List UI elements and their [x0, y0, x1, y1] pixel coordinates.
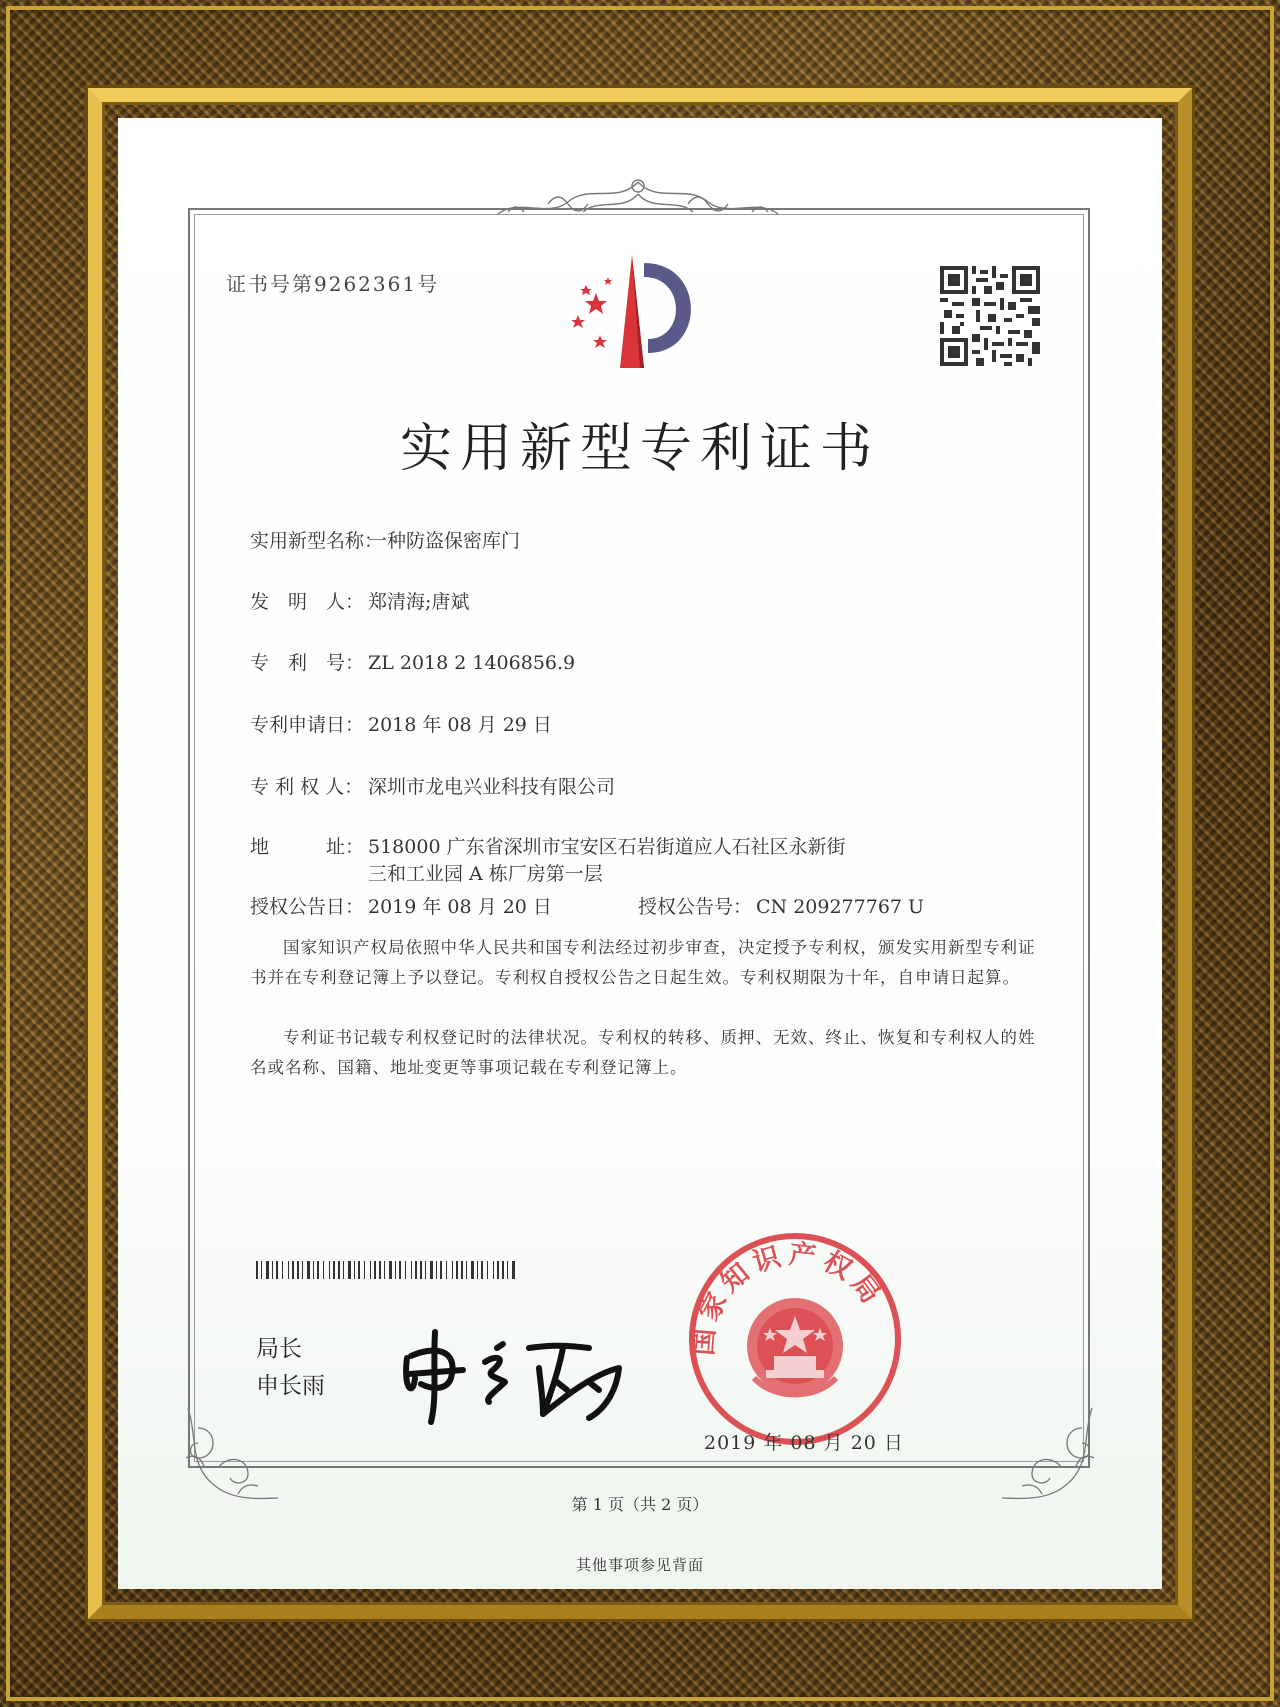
certificate-paper [118, 118, 1162, 1589]
field-label: 授权公告日： [250, 896, 365, 918]
field-inventor [250, 587, 469, 614]
top-ornament-icon [488, 174, 788, 224]
barcode-bar [493, 1261, 494, 1279]
field-utility-model-name [250, 526, 520, 553]
field-label: 授权公告号： [638, 896, 753, 918]
field-patent-number [250, 648, 575, 675]
field-label: 专 利 权 人： [250, 776, 364, 798]
field-address [250, 832, 846, 859]
field-value: ZL 2018 2 1406856.9 [368, 652, 576, 674]
barcode-bar [297, 1261, 299, 1279]
barcode-bar [502, 1261, 504, 1279]
barcode-bar [466, 1261, 467, 1279]
barcode-bar [261, 1261, 262, 1279]
barcode-bar [461, 1261, 463, 1279]
director-title: 局长 [256, 1336, 302, 1362]
director-signature-icon [393, 1318, 633, 1428]
barcode-bar [411, 1261, 412, 1279]
barcode-bar [440, 1261, 442, 1279]
field-grant-date [250, 892, 552, 919]
barcode-bar [288, 1261, 289, 1279]
field-grant-number [638, 892, 924, 919]
barcode-bar [282, 1261, 283, 1279]
barcode-bar [456, 1261, 458, 1279]
barcode-bar [317, 1261, 319, 1279]
barcode-bar [374, 1261, 376, 1279]
cnipa-logo-icon [556, 253, 716, 368]
certificate-title: 实用新型专利证书 [399, 419, 880, 479]
field-label: 实用新型名称： [250, 530, 384, 552]
barcode-bar [430, 1261, 433, 1279]
seal-text: 国家知识产权局 [688, 1238, 890, 1357]
barcode-bar [507, 1261, 508, 1279]
field-label: 专 利 号： [250, 652, 365, 674]
seal-date: 2019 年 08 月 20 日 [704, 1432, 904, 1454]
barcode-icon [256, 1261, 518, 1279]
barcode-bar [358, 1261, 360, 1279]
barcode-bar [266, 1261, 269, 1279]
field-value: 2018 年 08 月 29 日 [368, 714, 552, 736]
qr-code-icon [940, 266, 1040, 366]
barcode-bar [436, 1261, 437, 1279]
barcode-bar [333, 1261, 335, 1279]
barcode-bar [292, 1261, 294, 1279]
barcode-bar [389, 1261, 392, 1279]
barcode-bar [323, 1261, 324, 1279]
barcode-bar [497, 1261, 499, 1279]
field-value: 518000 广东省深圳市宝安区石岩街道应人石社区永新街 [368, 836, 846, 858]
address-line-2: 三和工业园 A 栋厂房第一层 [368, 863, 603, 885]
barcode-bar [343, 1261, 344, 1279]
official-seal-icon [674, 1228, 916, 1450]
field-label: 专利申请日： [250, 714, 365, 736]
barcode-bar [313, 1261, 314, 1279]
barcode-bar [395, 1261, 396, 1279]
barcode-bar [379, 1261, 381, 1279]
paragraph-grant-statement: 国家知识产权局依照中华人民共和国专利法经过初步审查，决定授予专利权，颁发实用新型专利证书并在专利登记簿上予以登记。专利权自授权公告之日起生效。专利权期限为十年，自申请日起算。 [250, 938, 1036, 987]
barcode-bar [446, 1261, 447, 1279]
barcode-bar [477, 1261, 478, 1279]
barcode-bar [276, 1261, 278, 1279]
barcode-bar [420, 1261, 422, 1279]
field-label: 发 明 人： [250, 591, 365, 613]
field-value: 深圳市龙电兴业科技有限公司 [368, 776, 616, 798]
field-value: 郑清海;唐斌 [368, 591, 470, 613]
field-filing-date [250, 710, 552, 737]
barcode-bar [487, 1261, 488, 1279]
barcode-bar [354, 1261, 355, 1279]
barcode-bar [425, 1261, 426, 1279]
field-value: CN 209277767 U [756, 896, 925, 918]
barcode-bar [307, 1261, 310, 1279]
paragraph-legal-status: 专利证书记载专利权登记时的法律状况。专利权的转移、质押、无效、终止、恢复和专利权人的姓名或名称、国籍、地址变更等事项记载在专利登记簿上。 [250, 1028, 1036, 1077]
barcode-bar [364, 1261, 365, 1279]
barcode-bar [399, 1261, 401, 1279]
barcode-bar [384, 1261, 385, 1279]
field-patentee [250, 772, 615, 799]
field-label: 地 址： [250, 836, 365, 858]
field-value: 一种防盗保密库门 [368, 530, 521, 552]
barcode-bar [481, 1261, 483, 1279]
director-block [256, 1331, 325, 1405]
field-value: 2019 年 08 月 20 日 [368, 896, 552, 918]
barcode-bar [370, 1261, 371, 1279]
barcode-bar [329, 1261, 330, 1279]
barcode-bar [348, 1261, 351, 1279]
certificate-number: 证书号第9262361号 [226, 272, 440, 296]
barcode-bar [452, 1261, 453, 1279]
barcode-bar [338, 1261, 340, 1279]
barcode-bar [512, 1261, 515, 1279]
director-name: 申长雨 [256, 1373, 325, 1399]
footer-note: 其他事项参见背面 [575, 1556, 704, 1574]
barcode-bar [272, 1261, 273, 1279]
barcode-bar [415, 1261, 417, 1279]
page-indicator: 第 1 页（共 2 页） [571, 1495, 709, 1514]
barcode-bar [256, 1261, 258, 1279]
barcode-bar [405, 1261, 406, 1279]
barcode-bar [471, 1261, 474, 1279]
barcode-bar [302, 1261, 303, 1279]
